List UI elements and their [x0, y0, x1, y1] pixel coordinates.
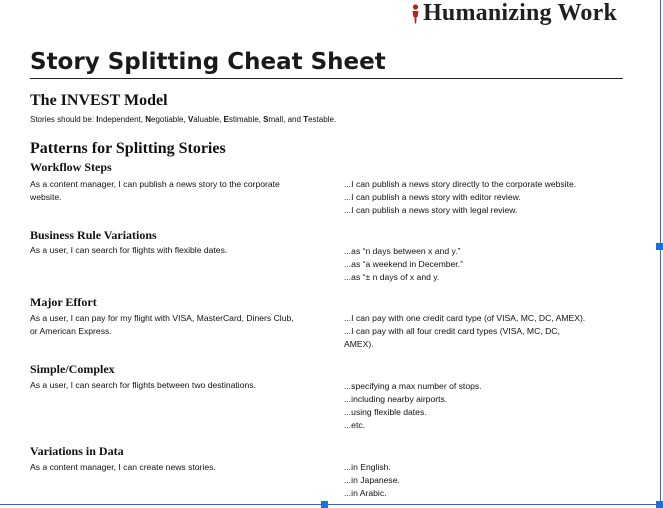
- split-item: ...using flexible dates.: [344, 407, 427, 417]
- split-item: ...as “± n days of x and y.: [344, 272, 440, 282]
- invest-initial: E: [223, 115, 229, 124]
- selection-frame-bottom: [0, 504, 663, 505]
- split-item: ...etc.: [344, 420, 366, 430]
- brand-name: Humanizing Work: [423, 0, 617, 26]
- invest-initial: I: [96, 115, 99, 124]
- split-item: ...in English.: [344, 462, 391, 472]
- invest-rest: egotiable: [151, 115, 184, 124]
- invest-initial: T: [303, 115, 309, 124]
- invest-rest: mall: [268, 115, 284, 124]
- invest-initial: V: [187, 115, 194, 124]
- section-heading: Business Rule Variations: [30, 228, 157, 242]
- section-story: As a user, I can search for flights with flexible dates.: [30, 245, 228, 255]
- split-item: ...as “a weekend in December.”: [344, 259, 463, 269]
- section-splits: [344, 380, 634, 432]
- person-icon: [411, 4, 420, 24]
- section-splits: [344, 245, 634, 284]
- section-splits: [344, 461, 634, 500]
- brand-logo: [411, 0, 617, 27]
- invest-rest: ndependent: [98, 115, 141, 124]
- section-story: As a content manager, I can publish a news story to the corporate website.: [30, 179, 280, 202]
- resize-handle-right[interactable]: [656, 243, 663, 250]
- split-item: ...as “n days between x and y.”: [344, 246, 461, 256]
- section-splits: [344, 312, 634, 351]
- invest-rest: stimable: [228, 115, 259, 124]
- split-item: ...I can publish a news story with legal review.: [344, 205, 518, 215]
- section-story: As a user, I can search for flights between two destinations.: [30, 380, 256, 390]
- section-story: As a user, I can pay for my flight with VISA, MasterCard, Diners Club, or American Express.: [30, 313, 294, 336]
- invest-initial: N: [145, 115, 151, 124]
- split-item: ...I can publish a news story directly to the corporate website.: [344, 179, 577, 189]
- invest-rest: aluable: [193, 115, 220, 124]
- split-item: ...I can pay with one credit card type (of VISA, MC, DC, AMEX).: [344, 313, 586, 323]
- section-story: As a content manager, I can create news stories.: [30, 462, 216, 472]
- split-item: ...specifying a max number of stops.: [344, 381, 482, 391]
- split-item: ...in Arabic.: [344, 488, 387, 498]
- invest-rest: estable: [308, 115, 334, 124]
- section-heading: Major Effort: [30, 295, 97, 309]
- section-heading: Variations in Data: [30, 444, 124, 458]
- invest-initial: S: [263, 115, 269, 124]
- invest-connector: and: [287, 115, 301, 124]
- split-item: ...in Japanese.: [344, 475, 400, 485]
- section-heading: Simple/Complex: [30, 362, 115, 376]
- split-item: ...I can pay with all four credit card types (VISA, MC, DC,: [344, 326, 560, 336]
- invest-summary: Stories should be: Independent, Negotiable, Valuable, Estimable, Small, and Testable.: [30, 115, 337, 124]
- invest-heading: The INVEST Model: [30, 92, 168, 109]
- selection-frame-right: [660, 0, 661, 508]
- split-item: ...including nearby airports.: [344, 394, 448, 404]
- section-heading: Workflow Steps: [30, 160, 112, 174]
- resize-handle-corner[interactable]: [656, 501, 663, 508]
- patterns-heading: Patterns for Splitting Stories: [30, 140, 226, 157]
- section-splits: [344, 178, 634, 217]
- split-item: AMEX).: [344, 339, 374, 349]
- split-item: ...I can publish a news story with editor review.: [344, 192, 521, 202]
- page-title: Story Splitting Cheat Sheet: [30, 49, 386, 75]
- resize-handle-bottom[interactable]: [321, 501, 328, 508]
- title-divider: [30, 78, 623, 79]
- invest-lead: Stories should be:: [30, 115, 97, 124]
